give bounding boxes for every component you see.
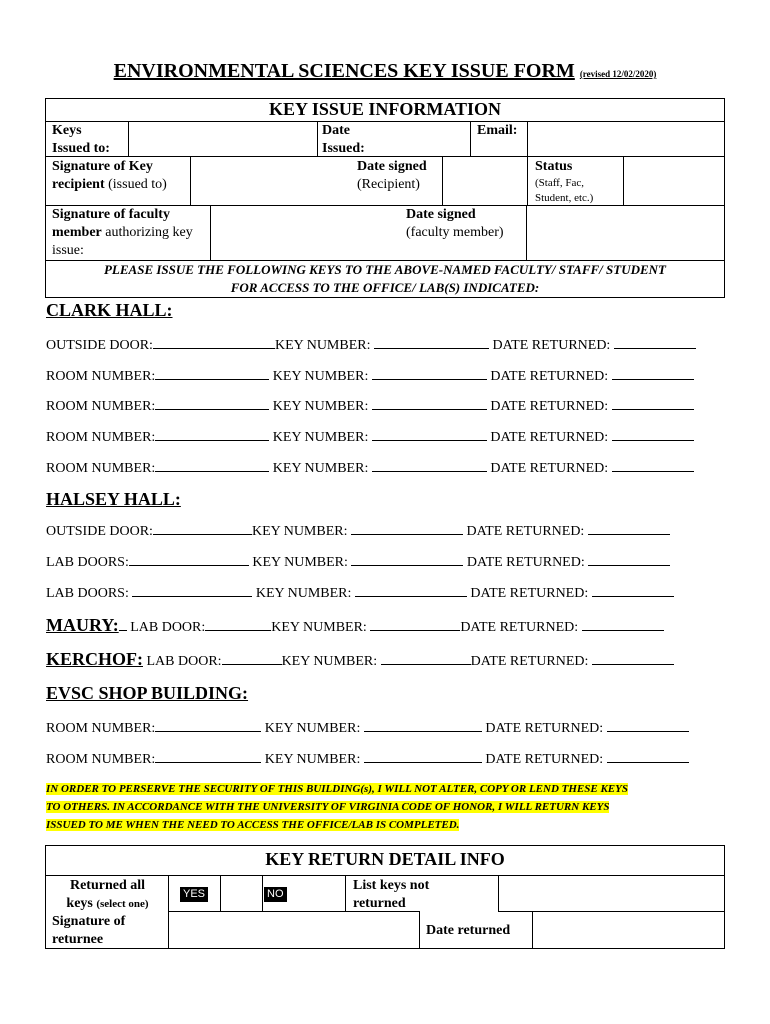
kerchof-heading: KERCHOF:: [46, 649, 143, 669]
maury-row: MAURY: LAB DOOR: KEY NUMBER: DATE RETURNED:: [46, 615, 664, 636]
signature-faculty-label: Signature of faculty member authorizing key issue:: [52, 207, 193, 258]
evsc-row-1: ROOM NUMBER: KEY NUMBER: DATE RETURNED:: [46, 750, 689, 768]
key-return-header: KEY RETURN DETAIL INFO: [265, 849, 505, 869]
halsey-key-number-field[interactable]: [355, 584, 467, 597]
clark-outside-door-field[interactable]: [153, 336, 275, 349]
evsc-room-number-field[interactable]: [155, 750, 261, 763]
security-notice: IN ORDER TO PERSERVE THE SECURITY OF THIS BUILDING(s), I WILL NOT ALTER, COPY OR LEND THESE KEYS TO OTHERS. IN ACCORDANCE WITH THE UNIVERSITY OF VIRGINIA CODE OF HONOR, I WILL RETURN KEYS ISSUED TO ME WHEN THE NEED TO ACCESS THE OFFICE/LAB IS COMPLETED.: [46, 783, 628, 831]
list-keys-not-returned-field[interactable]: [499, 876, 724, 910]
clark-hall-heading: CLARK HALL:: [46, 300, 173, 320]
clark-row-2: ROOM NUMBER: KEY NUMBER: DATE RETURNED:: [46, 397, 694, 415]
list-keys-not-returned-label: List keys not returned: [353, 878, 430, 911]
no-option[interactable]: NO: [264, 887, 287, 902]
clark-date-returned-field[interactable]: [614, 336, 696, 349]
date-signed-faculty-label: Date signed (faculty member): [406, 207, 504, 240]
clark-key-number-field[interactable]: [372, 459, 487, 472]
evsc-shop-heading: EVSC SHOP BUILDING:: [46, 683, 249, 703]
halsey-key-number-field[interactable]: [351, 522, 463, 535]
signature-returnee-field[interactable]: [169, 912, 418, 947]
clark-row-0: OUTSIDE DOOR: KEY NUMBER: DATE RETURNED:: [46, 336, 696, 354]
clark-date-returned-field[interactable]: [612, 459, 694, 472]
halsey-date-returned-field[interactable]: [588, 553, 670, 566]
date-signed-recipient-label: Date signed (Recipient): [357, 159, 427, 192]
halsey-hall-heading: HALSEY HALL:: [46, 489, 181, 509]
evsc-key-number-field[interactable]: [364, 750, 482, 763]
status-field[interactable]: [624, 157, 724, 204]
clark-key-number-field[interactable]: [372, 367, 487, 380]
signature-faculty-field[interactable]: [211, 206, 401, 259]
key-issue-header: KEY ISSUE INFORMATION: [268, 99, 502, 119]
kerchof-row: KERCHOF: LAB DOOR: KEY NUMBER: DATE RETURNED:: [46, 649, 674, 670]
clark-row-3: ROOM NUMBER: KEY NUMBER: DATE RETURNED:: [46, 428, 694, 446]
halsey-row-2: LAB DOORS: KEY NUMBER: DATE RETURNED:: [46, 584, 674, 602]
clark-row-4: ROOM NUMBER: KEY NUMBER: DATE RETURNED:: [46, 459, 694, 477]
evsc-date-returned-field[interactable]: [607, 750, 689, 763]
date-signed-faculty-field[interactable]: [527, 206, 724, 259]
kerchof-lab-door-field[interactable]: [222, 652, 282, 665]
date-issued-label: Date Issued:: [322, 123, 365, 156]
clark-room-number-field[interactable]: [155, 397, 269, 410]
clark-date-returned-field[interactable]: [612, 397, 694, 410]
evsc-date-returned-field[interactable]: [607, 719, 689, 732]
halsey-row-1: LAB DOORS: KEY NUMBER: DATE RETURNED:: [46, 553, 670, 571]
email-label: Email:: [477, 123, 518, 138]
clark-key-number-field[interactable]: [372, 428, 487, 441]
halsey-lab-doors-field[interactable]: [129, 553, 249, 566]
clark-room-number-field[interactable]: [155, 367, 269, 380]
clark-key-number-field[interactable]: [372, 397, 487, 410]
signature-key-recipient-field[interactable]: [191, 157, 351, 204]
revision-date: (revised 12/02/2020): [579, 69, 657, 79]
kerchof-key-number-field[interactable]: [381, 652, 471, 665]
halsey-key-number-field[interactable]: [351, 553, 463, 566]
yes-option[interactable]: YES: [180, 887, 208, 902]
date-returned-field[interactable]: [533, 912, 724, 947]
evsc-row-0: ROOM NUMBER: KEY NUMBER: DATE RETURNED:: [46, 719, 689, 737]
kerchof-date-returned-field[interactable]: [592, 652, 674, 665]
maury-key-number-field[interactable]: [370, 618, 460, 631]
yes-checkbox[interactable]: [221, 876, 261, 910]
status-label: Status (Staff, Fac, Student, etc.): [535, 159, 594, 204]
no-checkbox[interactable]: [290, 876, 344, 910]
date-returned-label: Date returned: [426, 923, 511, 938]
date-signed-recipient-field[interactable]: [443, 157, 526, 204]
form-title-text: ENVIRONMENTAL SCIENCES KEY ISSUE FORM: [113, 60, 575, 82]
issue-instruction: PLEASE ISSUE THE FOLLOWING KEYS TO THE ABOVE-NAMED FACULTY/ STAFF/ STUDENT FOR ACCESS TO THE OFFICE/ LAB(S) INDICATED:: [103, 262, 666, 295]
clark-room-number-field[interactable]: [155, 459, 269, 472]
halsey-outside-door-field[interactable]: [153, 522, 252, 535]
keys-issued-to-field[interactable]: [129, 122, 316, 155]
keys-issued-to-label: Keys Issued to:: [52, 123, 110, 156]
halsey-row-0: OUTSIDE DOOR: KEY NUMBER: DATE RETURNED:: [46, 522, 670, 540]
signature-returnee-label: Signature of returnee: [52, 914, 126, 947]
clark-date-returned-field[interactable]: [612, 367, 694, 380]
halsey-date-returned-field[interactable]: [588, 522, 670, 535]
evsc-room-number-field[interactable]: [155, 719, 261, 732]
maury-lab-door-field[interactable]: [205, 618, 271, 631]
signature-key-recipient-label: Signature of Key recipient (issued to): [52, 159, 167, 192]
returned-all-keys-label: Returned all keys (select one): [66, 878, 149, 911]
email-field[interactable]: [528, 122, 724, 155]
maury-heading: MAURY:: [46, 615, 119, 635]
clark-room-number-field[interactable]: [155, 428, 269, 441]
clark-key-number-field[interactable]: [374, 336, 489, 349]
clark-date-returned-field[interactable]: [612, 428, 694, 441]
halsey-date-returned-field[interactable]: [592, 584, 674, 597]
halsey-lab-doors-field[interactable]: [132, 584, 252, 597]
evsc-key-number-field[interactable]: [364, 719, 482, 732]
maury-date-returned-field[interactable]: [582, 618, 664, 631]
form-title: [0, 60, 770, 83]
clark-row-1: ROOM NUMBER: KEY NUMBER: DATE RETURNED:: [46, 367, 694, 385]
date-issued-field[interactable]: [371, 122, 469, 155]
